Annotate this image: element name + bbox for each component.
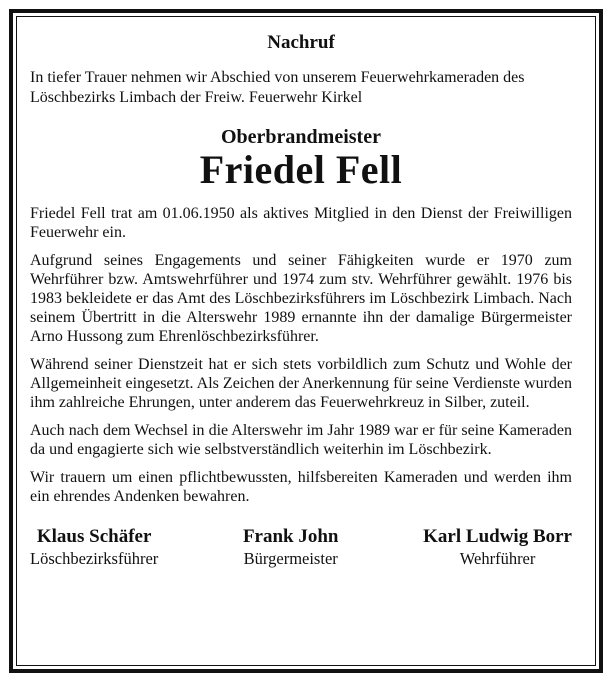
obituary-heading: Nachruf [267, 32, 335, 53]
obituary-intro: In tiefer Trauer nehmen wir Abschied von unserem Feuerwehrkameraden des Löschbezirks Limbach der Freiw. Feuerwehr Kirkel [30, 69, 525, 106]
signature-block [423, 526, 572, 570]
obituary-content [30, 32, 572, 570]
signature-block [243, 526, 339, 570]
signer-title: Wehrführer [459, 549, 536, 568]
signer-name: Frank John [242, 526, 339, 547]
paragraph-career: Aufgrund seines Engagements und seiner Fähigkeiten wurde er 1970 zum Wehrführer bzw. Amtswehrführer und 1974 zum stv. Wehrführer gewählt. 1976 bis 1983 bekleidete er das Amt des Löschbezirksführers im Löschbezirk Limbach. Nach seinem Übertritt in die Alterswehr 1989 ernannte ihn der damalige Bürgermeister Arno Hussong zum Ehrenlöschbezirksführer. [30, 252, 572, 345]
signer-title: Bürgermeister [243, 549, 338, 568]
signer-name: Karl Ludwig Borr [423, 526, 572, 547]
deceased-name: Friedel Fell [199, 147, 403, 192]
signature-block [30, 526, 158, 570]
signature-row [30, 526, 572, 570]
signer-name: Klaus Schäfer [36, 526, 152, 547]
signer-title: Löschbezirksführer [30, 549, 159, 568]
deceased-rank: Oberbrandmeister [221, 126, 381, 148]
paragraph-mourning: Wir trauern um einen pflichtbewussten, hilfsbereiten Kameraden und werden ihm ein ehrendes Andenken bewahren. [30, 469, 572, 505]
paragraph-honors: Während seiner Dienstzeit hat er sich stets vorbildlich zum Schutz und Wohle der Allgemeinheit eingesetzt. Als Zeichen der Anerkennung für seine Verdienste wurden ihm zahlreiche Ehrungen, unter anderem das Feuerwehrkreuz in Silber, zuteil. [30, 356, 572, 411]
paragraph-membership: Friedel Fell trat am 01.06.1950 als aktives Mitglied in den Dienst der Freiwilligen Feuerwehr ein. [30, 205, 572, 241]
paragraph-retirement: Auch nach dem Wechsel in die Alterswehr im Jahr 1989 war er für seine Kameraden da und engagierte sich wie selbstverständlich weiterhin im Löschbezirk. [30, 422, 572, 458]
